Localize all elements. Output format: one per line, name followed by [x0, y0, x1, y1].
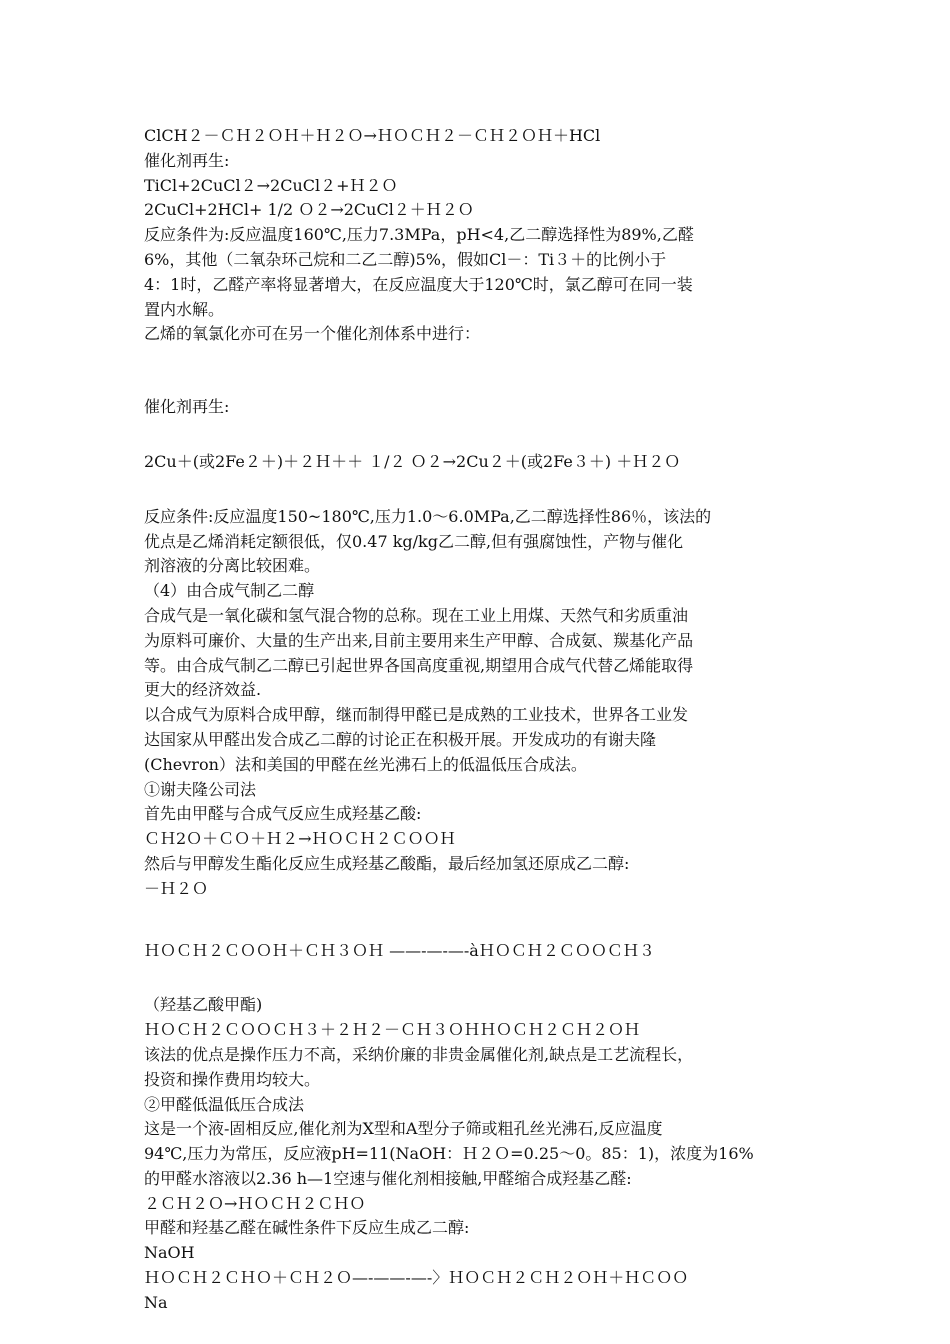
- paragraph-line: 这是一个液-固相反应,催化剂为X型和A型分子筛或粗孔丝光沸石,反应温度: [144, 1119, 663, 1139]
- paragraph-line: 反应条件为:反应温度160℃,压力7.3MPa，pH<4,乙二醇选择性为89%,乙醛: [144, 225, 694, 245]
- paragraph-line: 甲醛和羟基乙醛在碱性条件下反应生成乙二醇:: [144, 1218, 470, 1238]
- equation-label: （羟基乙酸甲酯): [144, 995, 263, 1015]
- paragraph-line: 乙烯的氧氯化亦可在另一个催化剂体系中进行：: [144, 324, 481, 344]
- equation-line: ＣＨ2Ｏ＋ＣＯ＋Ｈ２→ＨＯＣＨ２ＣＯＯＨ: [144, 829, 456, 849]
- paragraph-line: 94℃,压力为常压，反应液pH=11(NaOH：Ｈ２Ｏ=0.25～0。85：1)，浓度为16%: [144, 1144, 754, 1164]
- paragraph-line: (Chevron）法和美国的甲醛在丝光沸石上的低温低压合成法。: [144, 754, 587, 774]
- paragraph-line: 首先由甲醛与合成气反应生成羟基乙酸:: [144, 804, 422, 824]
- equation-line: ＨＯＣＨ２ＣＨＯ＋ＣＨ２Ｏ—-——-—-〉ＨＯＣＨ２ＣＨ２ＯＨ＋ＨＣＯＯ: [144, 1268, 689, 1288]
- equation-line: ＨＯＣＨ２ＣＯＯＣＨ３＋２Ｈ２－ＣＨ３ＯＨＨＯＣＨ２ＣＨ２ＯＨ: [144, 1020, 641, 1040]
- equation-line: 2Cu＋(或2Fe２＋)＋２Ｈ＋＋ １/２ Ｏ２→2Cu２＋(或2Fe３＋) ＋Ｈ２Ｏ: [144, 451, 681, 471]
- paragraph-line: 更大的经济效益.: [144, 680, 262, 700]
- subsection-heading: ②甲醛低温低压合成法: [144, 1094, 305, 1114]
- paragraph-line: 该法的优点是操作压力不高，采纳价廉的非贵金属催化剂,缺点是工艺流程长，: [144, 1044, 694, 1064]
- equation-label: －Ｈ２Ｏ: [144, 878, 209, 898]
- equation-line: Na: [144, 1292, 168, 1312]
- spacer: [144, 347, 810, 395]
- equation-line: ClCH２－ＣＨ２ＯＨ＋Ｈ２Ｏ→ＨＯＣＨ２－ＣＨ２ＯＨ＋HCl: [144, 126, 601, 145]
- equation-line: 2CuCl+2HCl+ 1/2 Ｏ２→2CuCl２＋Ｈ２Ｏ: [144, 200, 474, 220]
- spacer: [144, 475, 810, 505]
- paragraph-line: 合成气是一氧化碳和氢气混合物的总称。现在工业上用煤、天然气和劣质重油: [144, 605, 689, 625]
- paragraph-line: 达国家从甲醛出发合成乙二醇的讨论正在积极开展。开发成功的有谢夫隆: [144, 729, 657, 749]
- paragraph-line: 剂溶液的分离比较困难。: [144, 556, 321, 576]
- spacer: [144, 963, 810, 993]
- paragraph-line: 投资和操作费用均较大。: [144, 1069, 321, 1089]
- paragraph-line: 6%，其他（二氧杂环己烷和二乙二醇)5%，假如Cl－：Ti３＋的比例小于: [144, 249, 667, 269]
- paragraph-line: 的甲醛水溶液以2.36 h—1空速与催化剂相接触,甲醛缩合成羟基乙醛:: [144, 1168, 632, 1188]
- equation-line: ２ＣＨ２Ｏ→ＨＯＣＨ２ＣＨＯ: [144, 1193, 366, 1213]
- equation-line: TiCl+2CuCl２→2CuCl２+Ｈ２Ｏ: [144, 175, 398, 195]
- paragraph-line: 然后与甲醇发生酯化反应生成羟基乙酸酯，最后经加氢还原成乙二醇:: [144, 853, 630, 873]
- document-body: [144, 124, 810, 1316]
- equation-label: NaOH: [144, 1243, 195, 1263]
- paragraph-line: 为原料可廉价、大量的生产出来,目前主要用来生产甲醇、合成氨、羰基化产品: [144, 630, 694, 650]
- paragraph-line: 4：1时，乙醛产率将显著增大，在反应温度大于120℃时，氯乙醇可在同一装: [144, 274, 693, 294]
- text-line: 催化剂再生:: [144, 397, 230, 417]
- paragraph-line: 反应条件:反应温度150~180℃,压力1.0～6.0MPa,乙二醇选择性86％，该法的: [144, 506, 712, 526]
- equation-line: ＨＯＣＨ２ＣＯＯＨ＋ＣＨ３ＯＨ ——-—-—-àＨＯＣＨ２ＣＯＯＣＨ３: [144, 940, 655, 960]
- paragraph-line: 置内水解。: [144, 299, 225, 319]
- spacer: [144, 902, 810, 939]
- paragraph-line: 优点是乙烯消耗定额很低，仅0.47 kg/kg乙二醇,但有强腐蚀性，产物与催化: [144, 531, 684, 551]
- paragraph-line: 等。由合成气制乙二醇已引起世界各国高度重视,期望用合成气代替乙烯能取得: [144, 655, 694, 675]
- subsection-heading: ①谢夫隆公司法: [144, 779, 257, 799]
- section-heading: （4）由合成气制乙二醇: [144, 581, 315, 601]
- text-line: 催化剂再生:: [144, 150, 230, 170]
- spacer: [144, 420, 810, 450]
- paragraph-line: 以合成气为原料合成甲醇，继而制得甲醛已是成熟的工业技术，世界各工业发: [144, 705, 689, 725]
